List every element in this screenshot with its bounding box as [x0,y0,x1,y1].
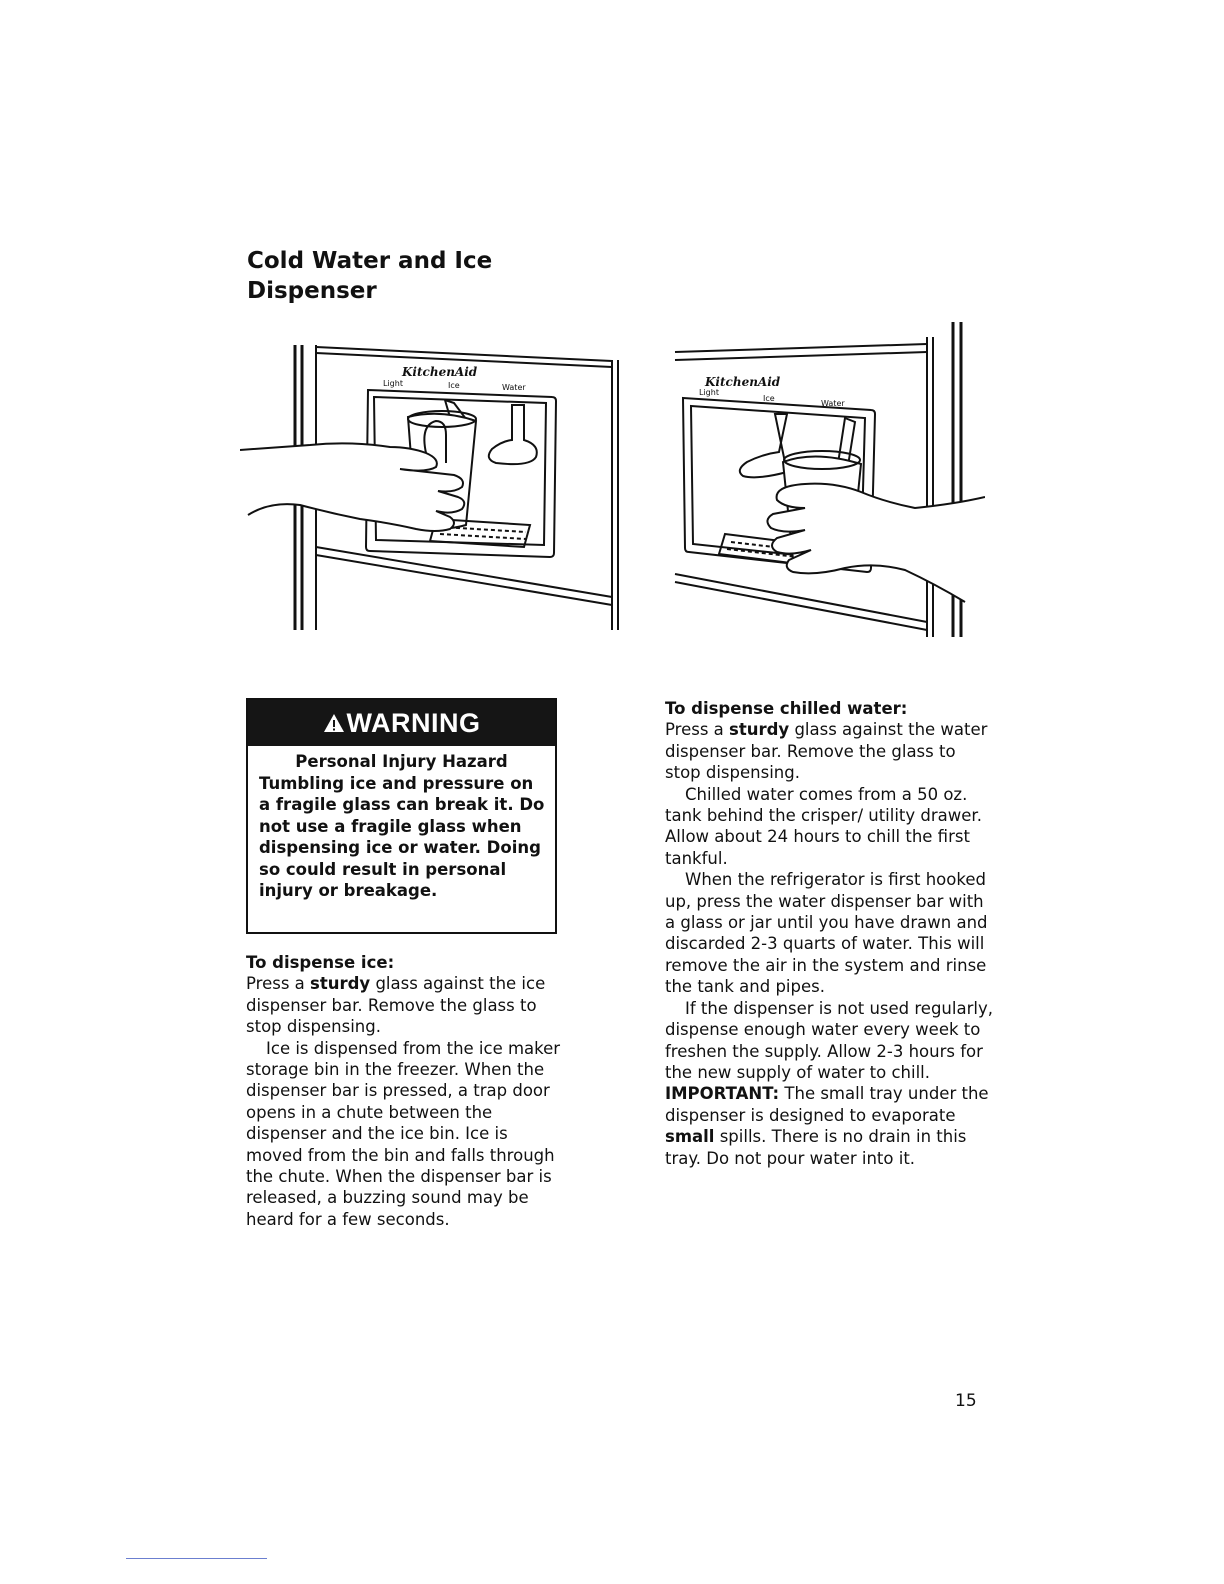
water-dispenser-illustration [665,322,985,637]
dispense-ice-paragraph [246,973,566,1037]
water-label: Water [821,399,845,408]
ice-label: Ice [763,394,775,403]
page-title: Cold Water and Ice Dispenser [247,248,493,304]
warning-label: WARNING [346,707,481,738]
emphasis-sturdy: sturdy [310,974,371,994]
light-label: Light [699,388,719,397]
water-label: Water [502,383,526,392]
important-label: IMPORTANT: [665,1084,780,1104]
text-run: spills. There is no drain in this tray. Do not pour water into it. [665,1127,967,1168]
text-run: The small tray under the dispenser is designed to evaporate [665,1084,989,1125]
kitchenaid-logo: KitchenAid [402,365,478,379]
ice-mechanism-paragraph: Ice is dispensed from the ice maker storage bin in the freezer. When the dispenser bar is pressed, a trap door opens in a chute between the dispenser and the ice bin. Ice is moved from the bin and falls through the chute. When the dispenser bar is released, a buzzing sound may be heard for a few seconds. [246,1038,561,1229]
important-paragraph [665,1083,995,1169]
regular-use-paragraph: If the dispenser is not used regularly, dispense enough water every week to freshen the supply. Allow 2-3 hours for the new supply of water to chill. [665,998,993,1082]
warning-box [246,698,557,934]
emphasis-sturdy: sturdy [729,720,790,740]
first-hookup-paragraph: When the refrigerator is first hooked up, press the water dispenser bar with a glass or jar until you have drawn and discarded 2-3 quarts of water. This will remove the air in the system and rinse the tank and pipes. [665,870,988,997]
light-label: Light [383,379,403,388]
dispense-water-paragraph [665,719,995,783]
text-run: Press a [665,720,730,740]
ice-label: Ice [448,381,460,390]
ice-dispenser-illustration [240,335,625,630]
dispense-water-heading: To dispense chilled water: [665,699,908,718]
text-run: Press a [246,974,311,994]
page-number: 15 [955,1391,977,1411]
text-run: glass against the ice dispenser bar. Remove the glass to stop dispensing. [246,974,546,1037]
text-run: glass against the water dispenser bar. Remove the glass to stop dispensing. [665,720,988,783]
tank-paragraph: Chilled water comes from a 50 oz. tank behind the crisper/ utility drawer. Allow about 24 hours to chill the first tankful. [665,784,982,868]
hazard-text: Tumbling ice and pressure on a fragile glass can break it. Do not use a fragile glass when dispensing ice or water. Doing so could result in personal injury or breakage. [259,774,545,901]
warning-triangle-icon [323,713,345,733]
dispense-ice-section [246,952,566,1230]
dispense-ice-heading: To dispense ice: [246,953,395,972]
dispense-water-section [665,698,995,1169]
footer-rule [126,1558,267,1559]
emphasis-small: small [665,1127,715,1147]
kitchenaid-logo: KitchenAid [705,375,781,389]
warning-header [248,700,555,746]
hazard-title: Personal Injury Hazard [295,752,508,771]
